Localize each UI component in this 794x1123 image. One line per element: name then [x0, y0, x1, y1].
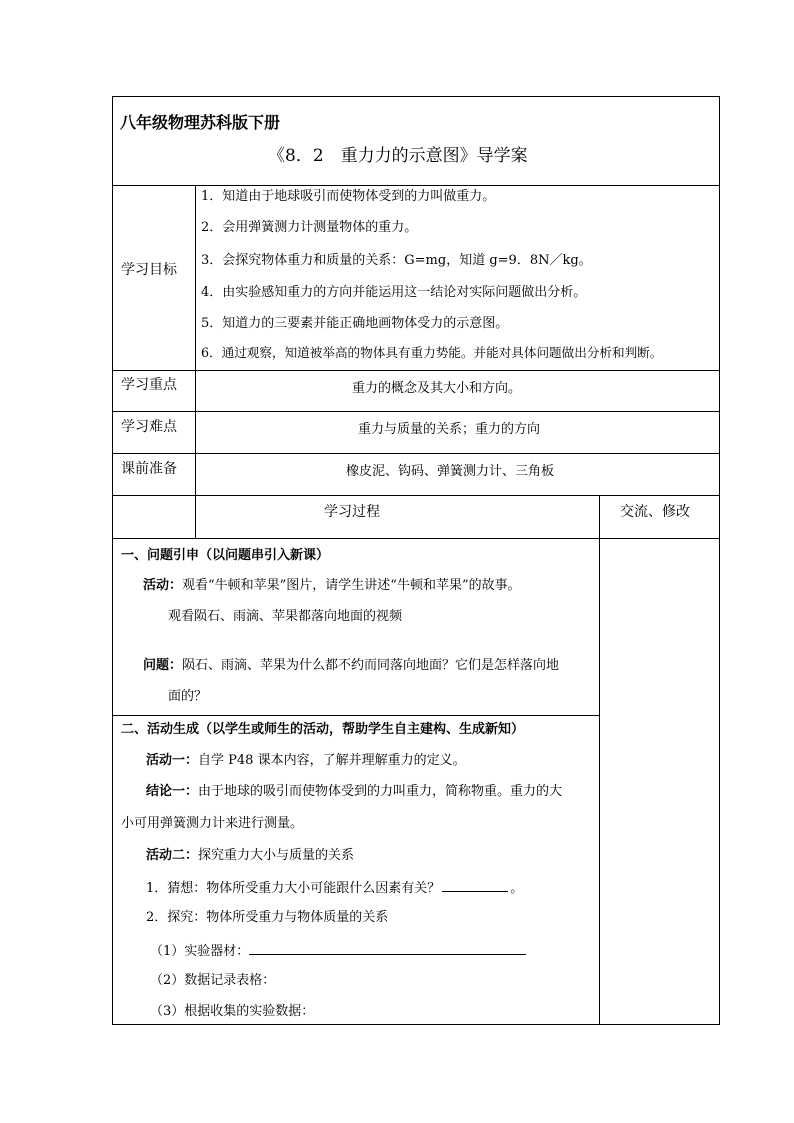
key-points-label: 学习重点: [121, 377, 177, 393]
video-line: 观看陨石、雨滴、苹果都落向地面的视频: [168, 609, 403, 624]
column-divider: [599, 495, 600, 1025]
conclusion1-label: 结论一：: [146, 784, 199, 799]
explore-text: 2．探究：物体所受重力与物体质量的关系: [146, 910, 389, 925]
difficulties-value: 重力与质量的关系；重力的方向: [358, 422, 541, 437]
objective-item: 6．通过观察，知道被举高的物体具有重力势能。并能对具体问题做出分析和判断。: [201, 345, 663, 360]
section1-heading: 一、问题引申（以问题串引入新课）: [121, 548, 330, 563]
revision-header: 交流、修改: [620, 504, 690, 520]
row-divider: [113, 185, 719, 186]
row-divider: [113, 411, 719, 412]
table-label: （2）数据记录表格：: [150, 973, 276, 988]
row-divider: [113, 495, 719, 496]
conclusion1-continued: 小可用弹簧测力计来进行测量。: [121, 816, 304, 831]
activity2-label: 活动二：: [146, 848, 199, 863]
objective-item: 4．由实验感知重力的方向并能运用这一结论对实际问题做出分析。: [201, 285, 587, 300]
activity2-text: 探究重力大小与质量的关系: [198, 848, 355, 863]
equipment-blank[interactable]: [249, 943, 526, 955]
activity1-label: 活动一：: [146, 753, 199, 768]
equipment-label: （1）实验器材：: [150, 944, 250, 959]
row-divider: [113, 453, 719, 454]
objective-item: 2．会用弹簧测力计测量物体的重力。: [201, 220, 418, 235]
process-header: 学习过程: [324, 504, 380, 520]
question-label: 问题：: [143, 658, 183, 673]
guess-end: 。: [510, 881, 524, 896]
column-divider: [195, 185, 196, 538]
section2-heading: 二、活动生成（以学生或师生的活动，帮助学生自主建构、生成新知）: [121, 722, 525, 737]
objective-item: 1．知道由于地球吸引而使物体受到的力叫做重力。: [201, 189, 496, 204]
course-title: 八年级物理苏科版下册: [120, 113, 281, 132]
activity-label: 活动：: [143, 578, 183, 593]
row-divider: [113, 370, 719, 371]
row-divider: [113, 538, 719, 539]
collect-label: （3）根据收集的实验数据：: [150, 1004, 315, 1019]
objectives-label: 学习目标: [121, 262, 177, 278]
guess-text: 1．猜想：物体所受重力大小可能跟什么因素有关？: [146, 881, 441, 896]
question-text: 陨石、雨滴、苹果为什么都不约而同落向地面？它们是怎样落向地: [182, 658, 560, 673]
preparation-value: 橡皮泥、钩码、弹簧测力计、三角板: [346, 464, 555, 479]
question-continued: 面的？: [168, 689, 208, 704]
conclusion1-text: 由于地球的吸引而使物体受到的力叫重力，简称物重。重力的大: [198, 784, 563, 799]
activity1-text: 自学 P48 课本内容，了解并理解重力的定义。: [198, 753, 466, 768]
objective-item: 3．会探究物体重力和质量的关系：G=mg，知道 g=9．8N／kg。: [201, 253, 592, 268]
activity-text: 观看“牛顿和苹果”图片，请学生讲述“牛顿和苹果”的故事。: [182, 578, 521, 593]
objective-item: 5．知道力的三要素并能正确地画物体受力的示意图。: [201, 316, 509, 331]
row-divider: [113, 715, 599, 716]
lesson-title: 《8．2 重力力的示意图》导学案: [268, 146, 528, 166]
difficulties-label: 学习难点: [121, 419, 177, 435]
preparation-label: 课前准备: [121, 461, 177, 477]
key-points-value: 重力的概念及其大小和方向。: [352, 381, 522, 396]
answer-blank[interactable]: [442, 880, 508, 892]
